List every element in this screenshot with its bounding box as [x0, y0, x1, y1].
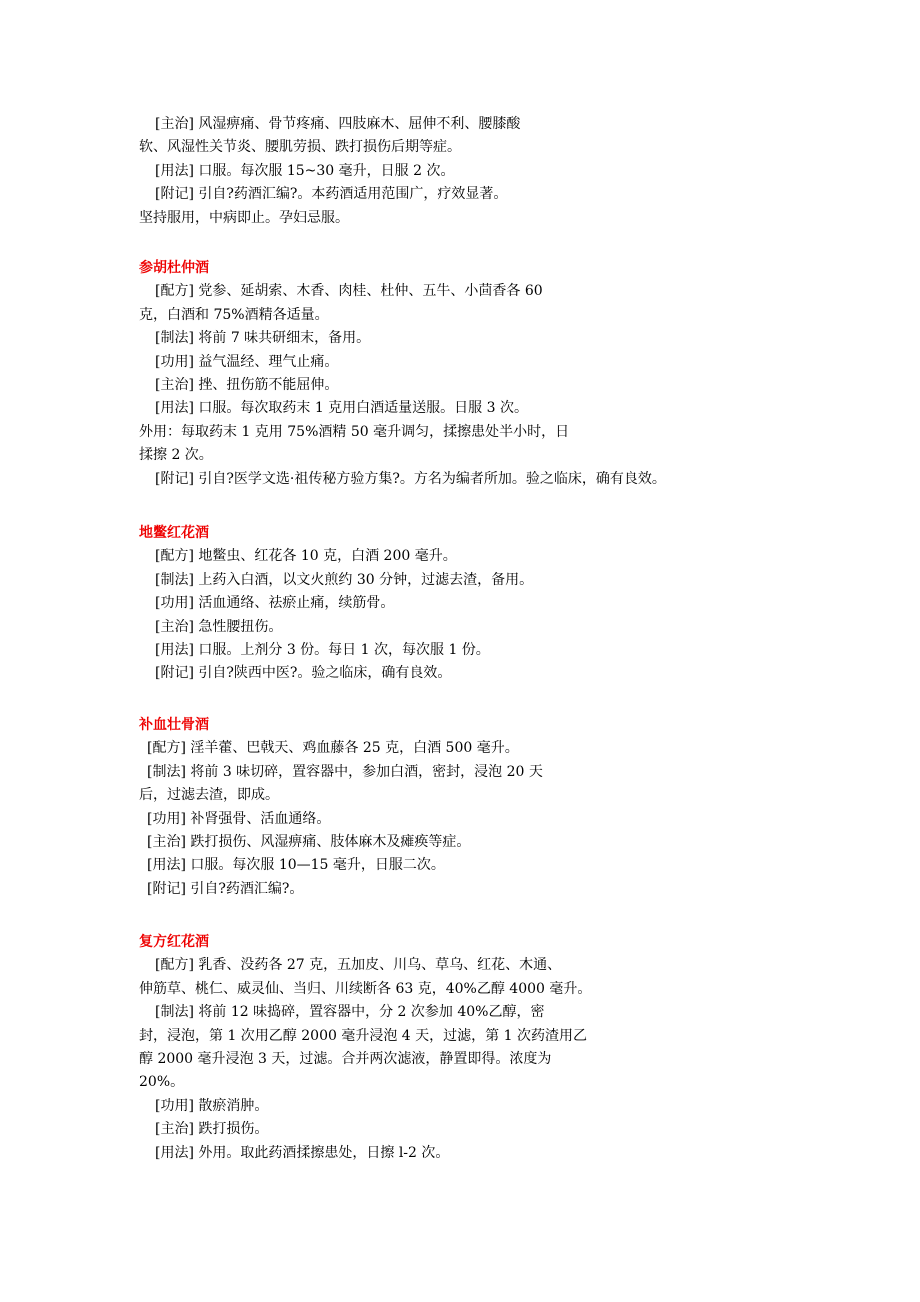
text-line: [主治] 跌打损伤。: [155, 1121, 269, 1138]
text-line: 后，过滤去渣，即成。: [139, 787, 279, 804]
text-line: [配方] 党参、延胡索、木香、肉桂、杜仲、五牛、小茴香各 60: [155, 283, 543, 300]
recipe-block-shenhu-duzhong: [139, 257, 779, 491]
text-line: 封，浸泡，第 1 次用乙醇 2000 毫升浸泡 4 天，过滤，第 1 次药渣用乙: [139, 1027, 587, 1044]
text-line: [主治] 急性腰扭伤。: [155, 618, 283, 635]
text-line: [附记] 引自?药酒汇编?。: [147, 880, 304, 897]
text-line: [用法] 外用。取此药酒揉擦患处，日擦 l-2 次。: [155, 1144, 450, 1161]
recipe-title: 补血壮骨酒: [139, 717, 209, 733]
recipe-title: 参胡杜仲酒: [139, 260, 209, 276]
text-line: 20%。: [139, 1074, 185, 1091]
text-line: 软、风湿性关节炎、腰肌劳损、跌打损伤后期等症。: [139, 139, 461, 156]
text-line: [主治] 跌打损伤、风湿痹痛、肢体麻木及瘫痪等症。: [147, 833, 471, 850]
text-line: [功用] 散瘀消肿。: [155, 1097, 269, 1114]
text-line: 伸筋草、桃仁、威灵仙、当归、川续断各 63 克，40%乙醇 4000 毫升。: [139, 980, 592, 997]
text-line: [制法] 上药入白酒，以文火煎约 30 分钟，过滤去渣，备用。: [155, 571, 534, 588]
text-line: [配方] 淫羊藿、巴戟天、鸡血藤各 25 克，白酒 500 毫升。: [147, 740, 519, 757]
text-line: [制法] 将前 7 味共研细末，备用。: [155, 330, 371, 347]
text-line: [用法] 口服。每次服 10—15 毫升，日服二次。: [147, 857, 445, 874]
text-line: 外用：每取药末 1 克用 75%酒精 50 毫升调匀，揉擦患处半小时，日: [139, 423, 570, 440]
text-line: [功用] 补肾强骨、活血通络。: [147, 810, 331, 827]
text-line: [主治] 挫、扭伤筋不能屈伸。: [155, 376, 339, 393]
text-line: [附记] 引自?陕西中医?。验之临床，确有良效。: [155, 665, 452, 682]
text-line: [主治] 风湿痹痛、骨节疼痛、四肢麻木、屈伸不利、腰膝酸: [155, 116, 521, 132]
recipe-block-buxue-zhuanggu: [139, 714, 779, 901]
text-line: [制法] 将前 12 味捣碎，置容器中，分 2 次参加 40%乙醇，密: [155, 1004, 545, 1021]
recipe-block-fufang-honghua: [139, 931, 779, 1165]
text-line: [制法] 将前 3 味切碎，置容器中，参加白酒，密封，浸泡 20 天: [147, 763, 543, 780]
text-line: 克，白酒和 75%酒精各适量。: [139, 306, 329, 323]
text-line: [附记] 引自?药酒汇编?。本药酒适用范围广，疗效显著。: [155, 186, 508, 203]
text-line: [用法] 口服。每次服 15~30 毫升，日服 2 次。: [155, 162, 455, 179]
recipe-title: 复方红花酒: [139, 934, 209, 950]
text-line: [功用] 益气温经、理气止痛。: [155, 353, 339, 370]
text-line: 醇 2000 毫升浸泡 3 天，过滤。合并两次滤液，静置即得。浓度为: [139, 1050, 552, 1067]
text-line: [功用] 活血通络、祛瘀止痛，续筋骨。: [155, 595, 395, 612]
text-line: [用法] 口服。每次取药末 1 克用白酒适量送服。日服 3 次。: [155, 400, 528, 417]
text-line: [配方] 乳香、没药各 27 克，五加皮、川乌、草乌、红花、木通、: [155, 957, 562, 974]
recipe-title: 地鳖红花酒: [139, 525, 209, 541]
text-line: [用法] 口服。上剂分 3 份。每日 1 次，每次服 1 份。: [155, 641, 490, 658]
text-line: [附记] 引自?医学文选·祖传秘方验方集?。方名为编者所加。验之临床，确有良效。: [155, 470, 666, 487]
text-line: 坚持服用，中病即止。孕妇忌服。: [139, 209, 349, 226]
recipe-block-continuation: [139, 113, 779, 230]
recipe-block-dibie-honghua: [139, 522, 779, 686]
text-line: 揉擦 2 次。: [139, 447, 213, 464]
text-line: [配方] 地鳖虫、红花各 10 克，白酒 200 毫升。: [155, 548, 457, 565]
